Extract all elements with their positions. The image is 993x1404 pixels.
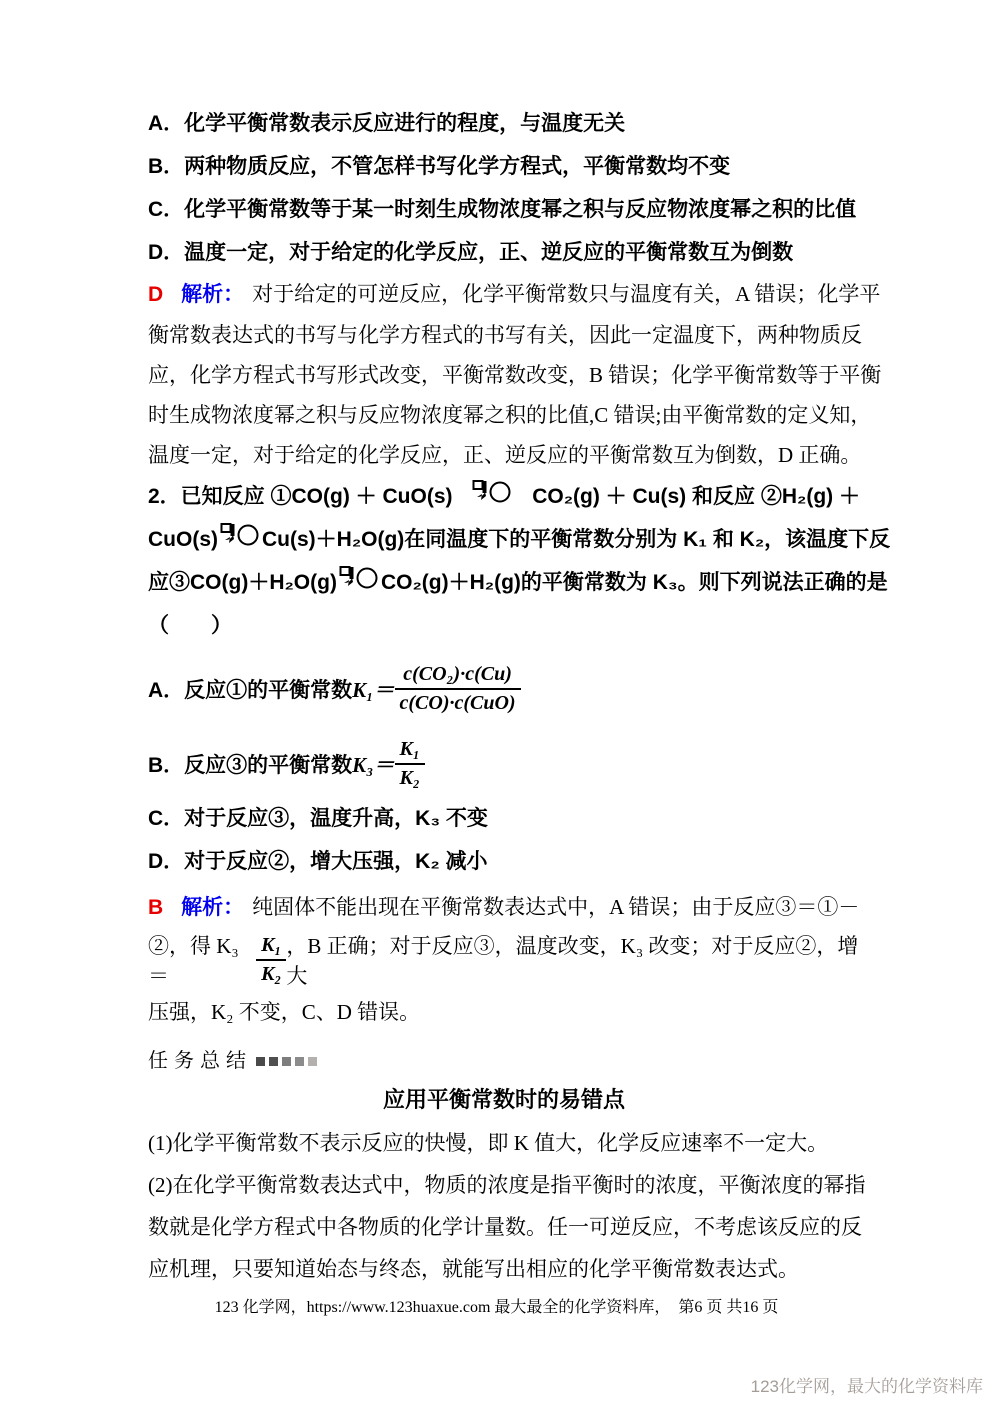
q2-stem-text: CuO(s): [148, 528, 218, 551]
summary-heading-label: 任务总结: [148, 1050, 252, 1072]
jiexi-label: 解析：: [181, 283, 245, 306]
q1-analysis-line: [148, 274, 881, 315]
q2-option-a-text: A．反应①的平衡常数: [148, 679, 353, 702]
q2-option-a-kvar: K₁＝: [352, 678, 395, 702]
q2-option-c: C．对于反应③，温度升高，K₃ 不变: [148, 807, 488, 830]
summary-title: 应用平衡常数时的易错点: [382, 1087, 625, 1112]
q2-option-b: [148, 731, 860, 797]
q2-stem-text: 2．已知反应 ①CO(g) ＋ CuO(s): [148, 485, 453, 508]
q1-option-c: C．化学平衡常数等于某一时刻生成物浓度幂之积与反应物浓度幂之积的比值: [148, 198, 857, 221]
q2-stem-text: Cu(s)＋H₂O(g)在同温度下的平衡常数分别为 K₁ 和 K₂，该温度下反: [262, 528, 891, 551]
q2-stem-line: [148, 561, 888, 604]
q2-stem-text: 应③CO(g)＋H₂O(g): [148, 571, 337, 594]
decor-square-icon: [282, 1057, 291, 1066]
q2-option-d: D．对于反应②，增大压强，K₂ 减小: [148, 850, 488, 873]
k1-fraction: [395, 662, 521, 716]
fraction-denominator: K₂: [399, 767, 420, 789]
q1-analysis-line: 衡常数表达式的书写与化学方程式的书写有关，因此一定温度下，两种物质反: [148, 323, 862, 347]
q2-option-b-text: B．反应③的平衡常数: [148, 754, 353, 777]
decor-square-icon: [256, 1057, 265, 1066]
q1-analysis-line: 温度一定，对于给定的化学反应，正、逆反应的平衡常数互为倒数，D 正确。: [148, 443, 862, 467]
q1-analysis-text: 对于给定的可逆反应，化学平衡常数只与温度有关，A 错误；化学平: [252, 282, 881, 306]
fraction-denominator: c(CO)·c(CuO): [399, 692, 516, 714]
equilibrium-icon: [472, 475, 512, 518]
q1-answer-letter: D: [148, 283, 164, 306]
q2-stem-text: CO₂(g)＋H₂(g)的平衡常数为 K₃。则下列说法正确的是: [380, 571, 888, 594]
summary-point-2-line: 应机理，只要知道始态与终态，就能写出相应的化学平衡常数表达式。: [148, 1257, 799, 1281]
k3-inline-fraction: [256, 933, 286, 987]
fraction-numerator: K₁: [395, 737, 425, 765]
q2-analysis-line: [148, 887, 860, 928]
summary-point-2-line: (2)在化学平衡常数表达式中，物质的浓度是指平衡时的浓度，平衡浓度的幂指: [148, 1173, 866, 1197]
summary-point-2-line: 数就是化学方程式中各物质的化学计量数。任一可逆反应，不考虑该反应的反: [148, 1215, 862, 1239]
equilibrium-icon: [339, 561, 379, 604]
q1-option-a: A．化学平衡常数表示反应进行的程度，与温度无关: [148, 112, 626, 135]
fraction-numerator: c(CO₂)·c(Cu): [395, 662, 521, 690]
page-footer: 123 化学网，https://www.123huaxue.com 最大最全的化学资料库， 第6 页 共16 页: [214, 1299, 779, 1316]
q1-option-d: D．温度一定，对于给定的化学反应，正、逆反应的平衡常数互为倒数: [148, 241, 794, 264]
decor-square-icon: [295, 1057, 304, 1066]
q2-analysis-line: 压强，K₂ 不变，C、D 错误。: [148, 1000, 421, 1024]
summary-heading: [148, 1044, 860, 1078]
jiexi-label: 解析：: [181, 896, 245, 919]
q1-option-b: B．两种物质反应，不管怎样书写化学方程式，平衡常数均不变: [148, 155, 731, 178]
decor-square-icon: [269, 1057, 278, 1066]
q1-analysis-line: 应，化学方程式书写形式改变，平衡常数改变，B 错误；化学平衡常数等于平衡: [148, 363, 882, 387]
q2-answer-letter: B: [148, 896, 164, 919]
q2-stem-brackets: （ ）: [148, 614, 232, 637]
q2-analysis-line: [148, 928, 860, 992]
q2-option-b-kvar: K₃＝: [352, 753, 395, 777]
fraction-denominator: K₂: [261, 963, 282, 985]
summary-point-1: (1)化学平衡常数不表示反应的快慢，即 K 值大，化学反应速率不一定大。: [148, 1131, 829, 1155]
q2-option-a: [148, 647, 860, 731]
equilibrium-icon: [220, 518, 260, 561]
q1-analysis-line: 时生成物浓度幂之积与反应物浓度幂之积的比值,C 错误;由平衡常数的定义知，: [148, 403, 872, 427]
q2-analysis-text: 纯固体不能出现在平衡常数表达式中，A 错误；由于反应③＝①－: [252, 895, 860, 919]
k3-fraction: [395, 737, 425, 791]
watermark-text: 123化学网，最大的化学资料库: [750, 1377, 983, 1396]
q2-analysis-text: ②，得 K₃＝: [148, 934, 239, 988]
q2-stem-line: [148, 518, 891, 561]
page-content: [148, 102, 891, 1290]
q2-analysis-text: ，B 正确；对于反应③，温度改变，K₃ 改变；对于反应②，增大: [286, 934, 859, 988]
decor-square-icon: [308, 1057, 317, 1066]
q2-stem-line: [148, 475, 860, 518]
q2-stem-text: CO₂(g) ＋ Cu(s) 和反应 ②H₂(g) ＋: [532, 485, 860, 508]
fraction-numerator: K₁: [256, 933, 286, 961]
